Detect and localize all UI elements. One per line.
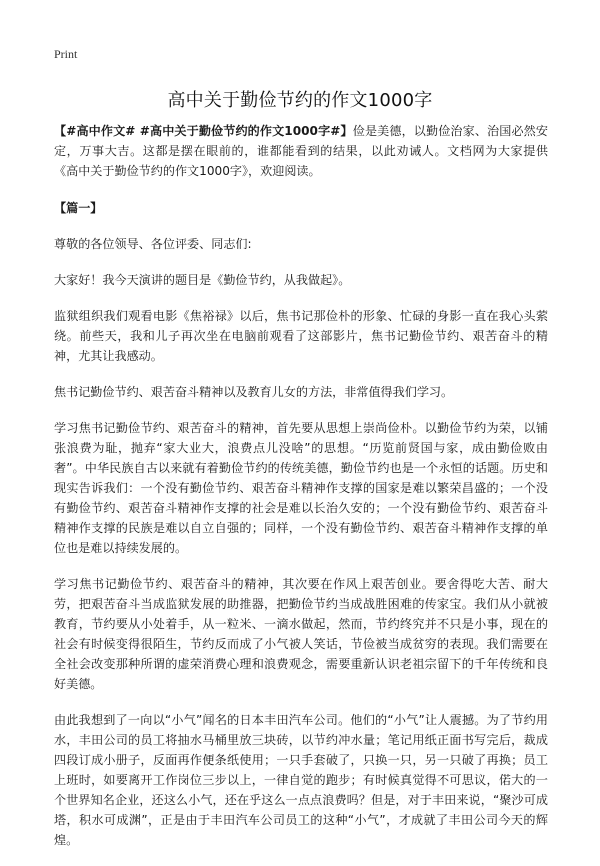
- section-heading: 【篇一】: [54, 201, 103, 215]
- intro-tag: 【#高中作文# #高中关于勤俭节约的作文1000字#】: [54, 124, 353, 138]
- paragraph-greeting: 大家好！我今天演讲的题目是《勤俭节约，从我做起》。: [54, 273, 351, 287]
- paragraph-style: 学习焦书记勤俭节约、艰苦奋斗的精神，其次要在作风上艰苦创业。要舍得吃大苦、耐大劳，把艰苦奋斗当成监狱发展的助推器，把勤俭节约当成战胜困难的传家宝。我们从小就被教育，节约要从小处着手，从一粒米、一滴水做起，然而，节约终究并不只是小事，现在的社会有时候变得很陌生，节约反而成了小气被人笑话，节俭被当成贫穷的表现。我们需要在全社会改变那种所谓的虚荣消费心理和浪费观念，需要重新认识老祖宗留下的千年传统和良好美德。: [54, 577, 548, 691]
- paragraph-salutation: 尊敬的各位领导、各位评委、同志们:: [54, 237, 252, 251]
- paragraph-worth-learning: 焦书记勤俭节约、艰苦奋斗精神以及教育儿女的方法，非常值得我们学习。: [54, 385, 454, 399]
- print-label: Print: [54, 47, 78, 61]
- intro-text: 俭是美德，以勤俭治家、治国必然安定，万事大吉。这都是摆在眼前的，谁都能看到的结果，以此劝诫人。文档网为大家提供《高中关于勤俭节约的作文1000字》，欢迎阅读。: [54, 124, 548, 178]
- paragraph-thinking: 学习焦书记勤俭节约、艰苦奋斗的精神，首先要从思想上崇尚俭朴。以勤俭节约为荣，以铺张浪费为耻，抛弃“家大业大，浪费点儿没啥”的思想。“历览前贤国与家，成由勤俭败由奢”。中华民族自古以来就有着勤俭节约的传统美德，勤俭节约也是一个永恒的话题。历史和现实告诉我们：一个没有勤俭节约、艰苦奋斗精神作支撑的国家是难以繁荣昌盛的；一个没有勤俭节约、艰苦奋斗精神作支撑的社会是难以长治久安的；一个没有勤俭节约、艰苦奋斗精神作支撑的民族是难以自立自强的；同样，一个没有勤俭节约、艰苦奋斗精神作支撑的单位也是难以持续发展的。: [54, 421, 548, 555]
- document-title: 高中关于勤俭节约的作文1000字: [167, 90, 433, 111]
- paragraph-toyota: 由此我想到了一向以“小气”闻名的日本丰田汽车公司。他们的“小气”让人震撼。为了节约用水，丰田公司的员工将抽水马桶里放三块砖，以节约冲水量；笔记用纸正面书写完后，裁成四段订成小册子，反面再作便条纸使用；一只手套破了，只换一只，另一只破了再换；员工上班时，如要离开工作岗位三步以上，一律自觉的跑步；有时候真觉得不可思议，偌大的一个世界知名企业，还这么小气，还在乎这么一点点浪费吗？但是，对于丰田来说，“聚沙可成塔，积水可成渊”，正是由于丰田汽车公司员工的这种“小气”，才成就了丰田公司今天的辉煌。: [54, 713, 548, 847]
- paragraph-movie: 监狱组织我们观看电影《焦裕禄》以后，焦书记那俭朴的形象、忙碌的身影一直在我心头萦绕。前些天，我和儿子再次坐在电脑前观看了这部影片，焦书记勤俭节约、艰苦奋斗的精神，尤其让我感动。: [54, 309, 548, 363]
- intro-paragraph: [54, 121, 548, 181]
- document-body: [54, 121, 548, 866]
